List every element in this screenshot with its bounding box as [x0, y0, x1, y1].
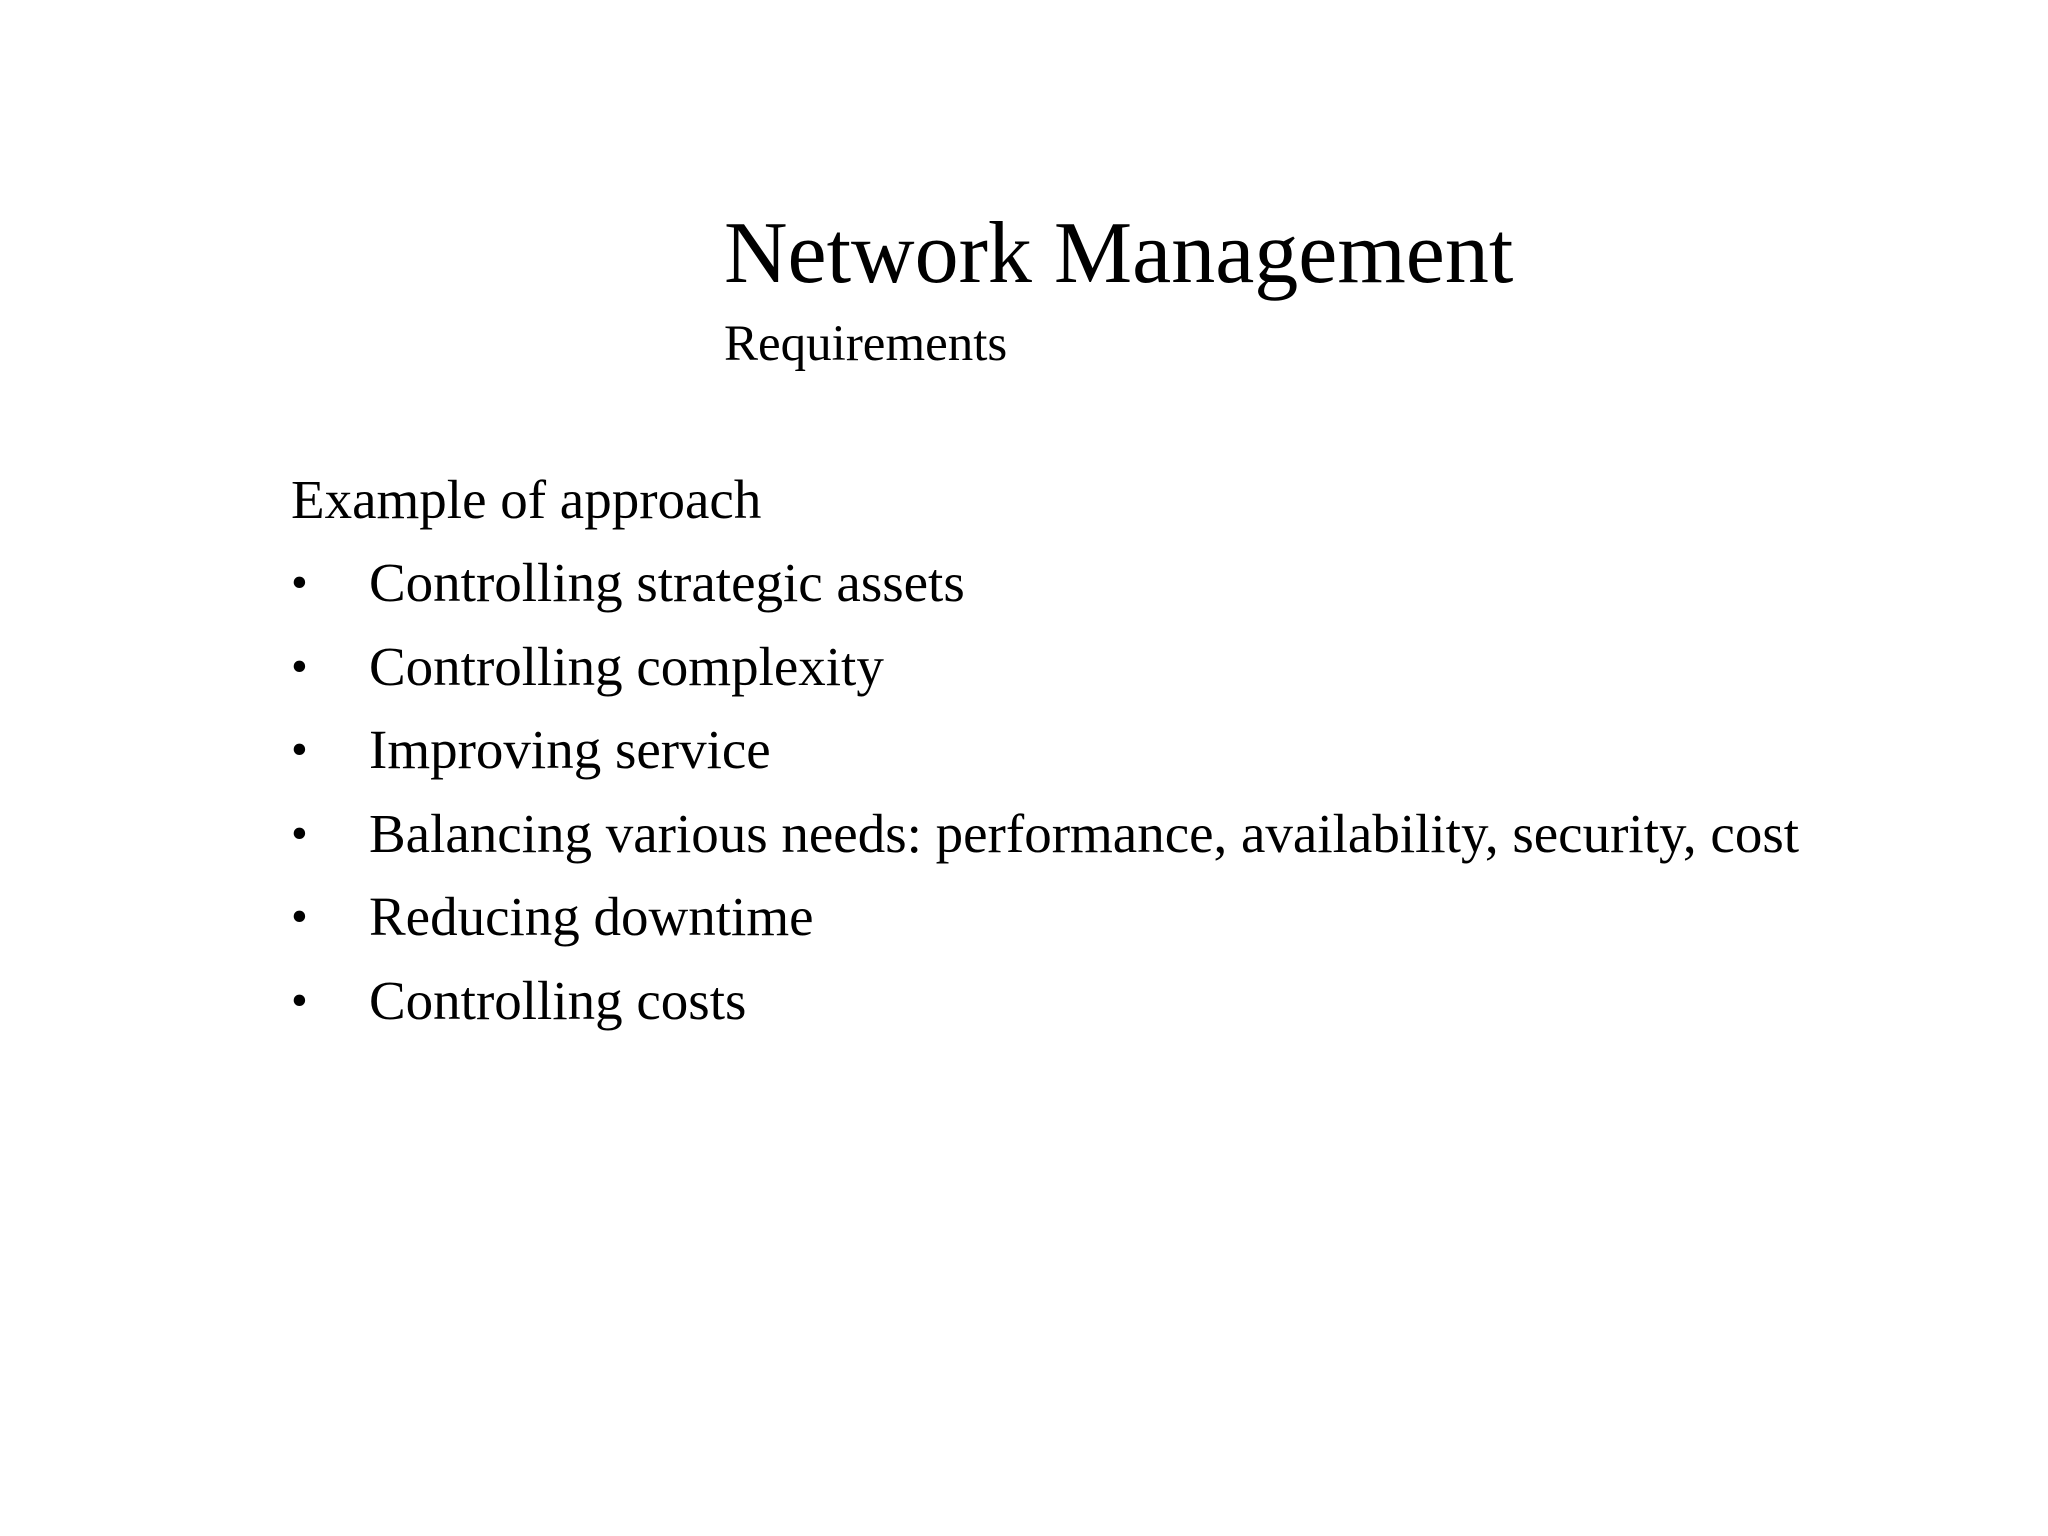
bullet-icon: • — [291, 723, 308, 776]
bullet-text: Reducing downtime — [369, 886, 814, 947]
bullet-text: Improving service — [369, 719, 771, 780]
bullet-item — [291, 799, 1799, 883]
slide-title: Network Management — [724, 205, 1514, 302]
bullet-text: Balancing various needs: performance, availability, security, cost — [369, 802, 1799, 864]
bullet-item — [291, 966, 1799, 1050]
intro-text: Example of approach — [291, 469, 762, 530]
bullet-item — [291, 632, 1799, 716]
bullet-text: Controlling strategic assets — [369, 552, 965, 613]
bullet-text: Controlling complexity — [369, 635, 884, 697]
bullet-icon: • — [291, 639, 308, 693]
bullet-icon: • — [291, 806, 308, 860]
bullet-item — [291, 548, 1799, 632]
bullet-icon: • — [291, 973, 308, 1027]
bullet-item — [291, 715, 1799, 799]
slide-subtitle: Requirements — [724, 316, 1008, 372]
bullet-text: Controlling costs — [369, 969, 747, 1031]
bullet-item — [291, 882, 1799, 966]
bullet-icon: • — [291, 556, 308, 609]
bullet-icon: • — [291, 890, 308, 943]
bullet-list — [291, 548, 1799, 1049]
